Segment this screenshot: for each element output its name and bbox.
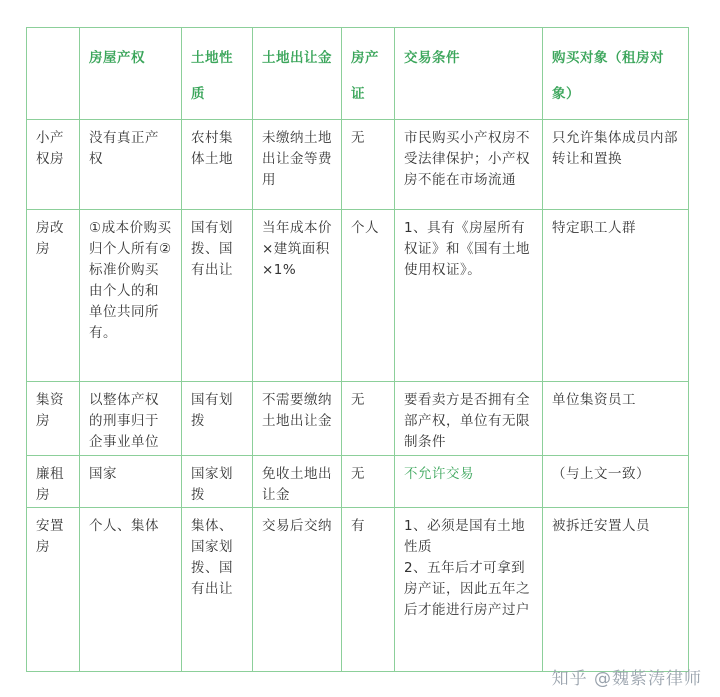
cell-buyer: 单位集资员工 bbox=[543, 382, 689, 456]
cell-buyer: （与上文一致） bbox=[543, 456, 689, 508]
cell-fee: 未缴纳土地出让金等费用 bbox=[253, 120, 342, 210]
cell-cert: 无 bbox=[342, 382, 395, 456]
cell-land: 国有划拨、国有出让 bbox=[182, 210, 253, 382]
cell-fee: 当年成本价×建筑面积×1% bbox=[253, 210, 342, 382]
cell-land: 国有划拨 bbox=[182, 382, 253, 456]
cell-cert: 无 bbox=[342, 456, 395, 508]
cell-land: 集体、国家划拨、国有出让 bbox=[182, 508, 253, 672]
header-cell-condition: 交易条件 bbox=[395, 28, 543, 120]
cell-condition: 市民购买小产权房不受法律保护；小产权房不能在市场流通 bbox=[395, 120, 543, 210]
cell-ownership: 以整体产权的刑事归于企事业单位 bbox=[80, 382, 182, 456]
cell-condition: 不允许交易 bbox=[395, 456, 543, 508]
table-row bbox=[27, 120, 689, 210]
header-row bbox=[27, 28, 689, 120]
cell-condition: 1、具有《房屋所有权证》和《国有土地使用权证》。 bbox=[395, 210, 543, 382]
cell-condition: 要看卖方是否拥有全部产权，单位有无限制条件 bbox=[395, 382, 543, 456]
header-cell-land: 土地性质 bbox=[182, 28, 253, 120]
table-row bbox=[27, 508, 689, 672]
cell-type: 安置房 bbox=[27, 508, 80, 672]
header-cell-blank bbox=[27, 28, 80, 120]
cell-cert: 无 bbox=[342, 120, 395, 210]
cell-ownership: 国家 bbox=[80, 456, 182, 508]
header-cell-ownership: 房屋产权 bbox=[80, 28, 182, 120]
cell-buyer: 被拆迁安置人员 bbox=[543, 508, 689, 672]
cell-fee: 免收土地出让金 bbox=[253, 456, 342, 508]
cell-cert: 有 bbox=[342, 508, 395, 672]
cell-buyer: 只允许集体成员内部转让和置换 bbox=[543, 120, 689, 210]
cell-ownership: 没有真正产权 bbox=[80, 120, 182, 210]
cell-ownership: ①成本价购买归个人所有②标准价购买由个人的和单位共同所有。 bbox=[80, 210, 182, 382]
header-cell-fee: 土地出让金 bbox=[253, 28, 342, 120]
cell-type: 房改房 bbox=[27, 210, 80, 382]
cell-type: 集资房 bbox=[27, 382, 80, 456]
cell-fee: 交易后交纳 bbox=[253, 508, 342, 672]
table-row bbox=[27, 456, 689, 508]
cell-type: 廉租房 bbox=[27, 456, 80, 508]
cell-cert: 个人 bbox=[342, 210, 395, 382]
cell-land: 农村集体土地 bbox=[182, 120, 253, 210]
cell-ownership: 个人、集体 bbox=[80, 508, 182, 672]
housing-comparison-table bbox=[26, 27, 689, 672]
watermark: 知乎 @魏紫涛律师 bbox=[551, 669, 702, 689]
cell-fee: 不需要缴纳土地出让金 bbox=[253, 382, 342, 456]
table-row bbox=[27, 210, 689, 382]
cell-type: 小产权房 bbox=[27, 120, 80, 210]
table-row bbox=[27, 382, 689, 456]
header-cell-buyer: 购买对象（租房对象） bbox=[543, 28, 689, 120]
cell-condition: 1、必须是国有土地性质 2、五年后才可拿到房产证，因此五年之后才能进行房产过户 bbox=[395, 508, 543, 672]
header-cell-cert: 房产证 bbox=[342, 28, 395, 120]
cell-buyer: 特定职工人群 bbox=[543, 210, 689, 382]
cell-land: 国家划拨 bbox=[182, 456, 253, 508]
